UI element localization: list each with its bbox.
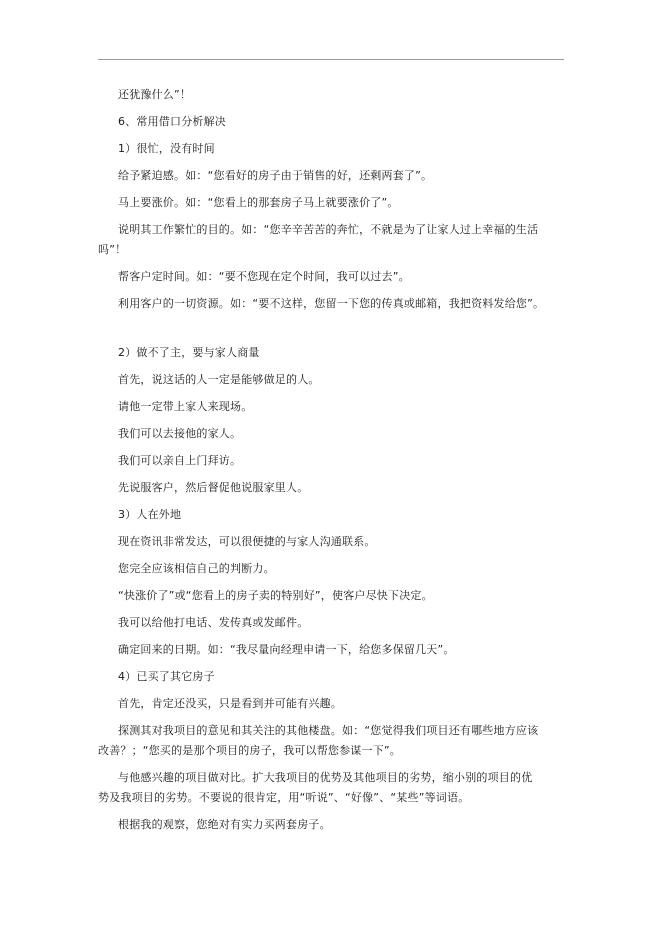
text-line: 请他一定带上家人来现场。 xyxy=(118,400,253,413)
text-line: 先说服客户，然后督促他说服家里人。 xyxy=(118,481,309,494)
text-line: 与他感兴趣的项目做对比。扩大我项目的优势及其他项目的劣势，缩小别的项目的优 xyxy=(118,771,533,784)
text-line: 首先，说这话的人一定是能够做足的人。 xyxy=(118,373,320,386)
text-line: 您完全应该相信自己的判断力。 xyxy=(118,562,275,575)
text-line: 首先，肯定还没买，只是看到并可能有兴趣。 xyxy=(118,697,342,710)
sub-heading: 3）人在外地 xyxy=(118,508,182,521)
text-line: 给予紧迫感。如：“您看好的房子由于销售的好，还剩两套了”。 xyxy=(118,169,433,182)
text-line: 利用客户的一切资源。如：“要不这样，您留一下您的传真或邮箱，我把资料发给您”。 xyxy=(118,297,545,310)
text-line-continuation: 势及我项目的劣势。不要说的很肯定，用“听说”、“好像”、“某些”等词语。 xyxy=(98,791,470,804)
text-line: 帮客户定时间。如：“要不您现在定个时间，我可以过去”。 xyxy=(118,270,410,283)
text-line: “快涨价了”或“您看上的房子卖的特别好”，使客户尽快下决定。 xyxy=(118,589,433,602)
text-line-continuation: 吗”！ xyxy=(98,243,127,256)
text-line: 我们可以亲自上门拜访。 xyxy=(118,454,242,467)
text-line: 马上要涨价。如：“您看上的那套房子马上就要涨价了”。 xyxy=(118,196,399,209)
section-heading: 6、常用借口分析解决 xyxy=(118,115,226,128)
text-line: 说明其工作繁忙的目的。如：“您辛辛苦苦的奔忙，不就是为了让家人过上幸福的生活 xyxy=(118,223,539,236)
sub-heading: 4）已买了其它房子 xyxy=(118,670,215,683)
header-rule xyxy=(98,59,564,60)
sub-heading: 1）很忙，没有时间 xyxy=(118,142,215,155)
text-line: 探测其对我项目的意见和其关注的其他楼盘。如：“您觉得我们项目还有哪些地方应该 xyxy=(118,724,539,737)
text-line: 现在资讯非常发达，可以很便捷的与家人沟通联系。 xyxy=(118,535,376,548)
text-line: 根据我的观察，您绝对有实力买两套房子。 xyxy=(118,818,331,831)
text-line-continuation: 改善？；“您买的是那个项目的房子，我可以帮您参谋一下”。 xyxy=(98,744,401,757)
text-line: 确定回来的日期。如：“我尽量向经理申请一下，给您多保留几天”。 xyxy=(118,643,455,656)
text-line: 我们可以去接他的家人。 xyxy=(118,427,242,440)
sub-heading: 2）做不了主，要与家人商量 xyxy=(118,346,260,359)
text-line: 我可以给他打电话、发传真或发邮件。 xyxy=(118,616,309,629)
text-line: 还犹豫什么”！ xyxy=(118,88,192,101)
